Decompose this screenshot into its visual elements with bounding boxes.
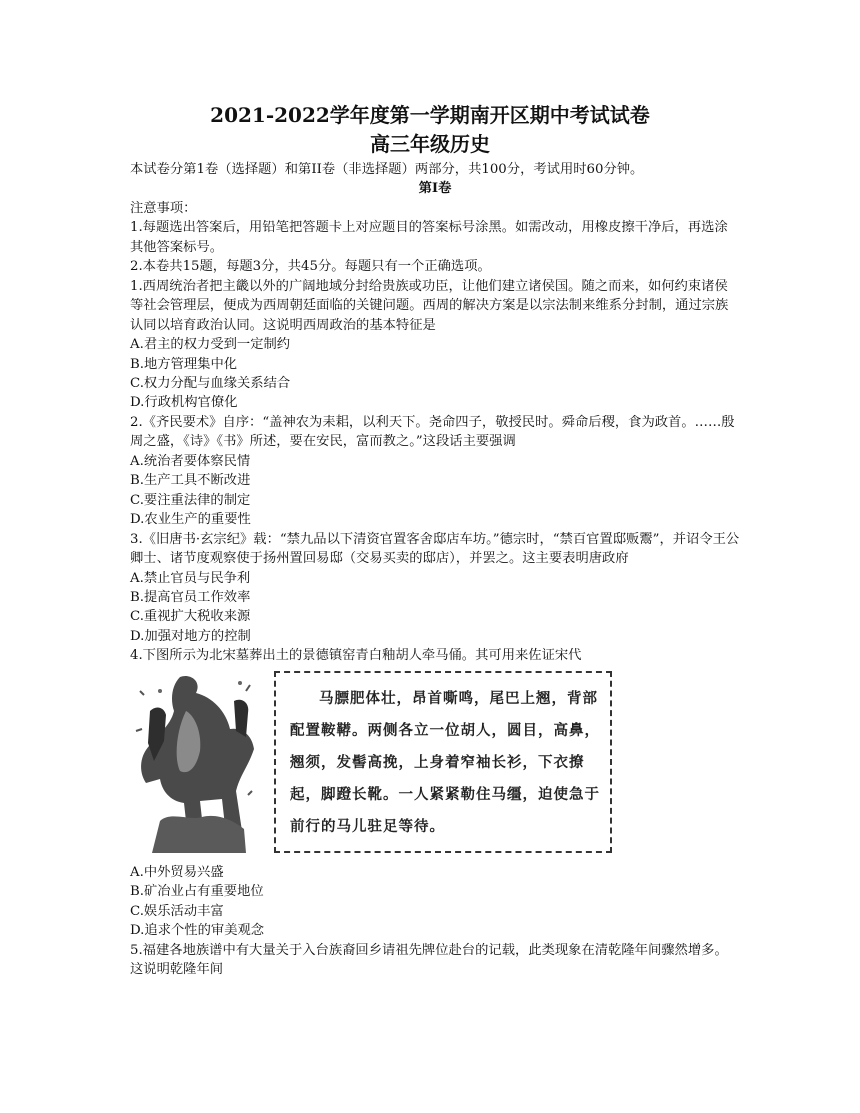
question-stem: 4.下图所示为北宋墓葬出土的景德镇窑青白釉胡人牵马俑。其可用来佐证宋代 bbox=[130, 648, 582, 664]
exam-subtitle: 高三年级历史 bbox=[370, 132, 490, 156]
option-b: B.生产工具不断改进 bbox=[130, 473, 251, 489]
notice-item: 1.每题选出答案后，用铅笔把答题卡上对应题目的答案标号涂黑。如需改动，用橡皮擦干净后，再选涂其他答案标号。 bbox=[130, 220, 728, 255]
option-c: C.权力分配与血缘关系结合 bbox=[130, 375, 291, 391]
horse-figurine-image bbox=[130, 671, 262, 857]
option-b: B.矿冶业占有重要地位 bbox=[130, 884, 264, 900]
question-stem: 1.西周统治者把主畿以外的广阔地域分封给贵族或功臣，让他们建立诸侯国。随之而来，如何约束诸侯等社会管理层，便成为西周朝廷面临的关键问题。西周的解决方案是以宗法制来维系分封制，通过宗族认同以培育政治认同。这说明西周政治的基本特征是 bbox=[130, 278, 729, 333]
question-stem: 5.福建各地族谱中有大量关于入台族裔回乡请祖先牌位赴台的记载，此类现象在清乾隆年间骤然增多。这说明乾隆年间 bbox=[130, 942, 728, 978]
intro-text: 本试卷分第1卷（选择题）和第II卷（非选择题）两部分，共100分，考试用时60分钟。 bbox=[130, 162, 644, 177]
option-a: A.统治者要体察民情 bbox=[130, 453, 251, 469]
question-stem: 2.《齐民要术》自序：“盖神农为耒耜，以利天下。尧命四子，敬授民时。舜命后稷，食为政首。……殷周之盛，《诗》《书》所述，要在安民，富而教之。”这段话主要强调 bbox=[130, 414, 735, 450]
option-d: D.追求个性的审美观念 bbox=[130, 923, 265, 939]
exam-body bbox=[130, 160, 740, 980]
notice-item: 2.本卷共15题，每题3分，共45分。每题只有一个正确选项。 bbox=[130, 259, 491, 275]
option-c: C.娱乐活动丰富 bbox=[130, 903, 224, 919]
section-heading: 第I卷 bbox=[418, 181, 452, 197]
option-d: D.行政机构官僚化 bbox=[130, 395, 238, 411]
figure-caption-box: 马膘肥体壮，昂首嘶鸣，尾巴上翘，背部配置鞍鞯。两侧各立一位胡人，圆目，高鼻，翘须，发髻高挽，上身着窄袖长衫，下衣撩起，脚蹬长靴。一人紧紧勒住马缰，迫使急于前行的马儿驻足等待。 bbox=[274, 671, 612, 853]
question-figure bbox=[130, 669, 740, 861]
option-a: A.君主的权力受到一定制约 bbox=[130, 337, 291, 353]
exam-title: 2021-2022学年度第一学期南开区期中考试试卷 bbox=[210, 103, 650, 127]
question-stem: 3.《旧唐书·玄宗纪》载：“禁九品以下清资官置客舍邸店车坊。”德宗时，“禁百官置邸贩鬻”，并诏令王公卿士、诸节度观察使于扬州置回易邸（交易买卖的邸店），并罢之。这主要表明唐政府 bbox=[130, 531, 740, 567]
option-d: D.农业生产的重要性 bbox=[130, 512, 251, 528]
option-a: A.禁止官员与民争利 bbox=[130, 570, 251, 586]
option-a: A.中外贸易兴盛 bbox=[130, 864, 224, 880]
option-c: C.要注重法律的制定 bbox=[130, 492, 251, 508]
option-b: B.地方管理集中化 bbox=[130, 356, 238, 372]
notice-title: 注意事项： bbox=[130, 200, 197, 216]
option-b: B.提高官员工作效率 bbox=[130, 589, 251, 605]
option-c: C.重视扩大税收来源 bbox=[130, 609, 251, 625]
option-d: D.加强对地方的控制 bbox=[130, 628, 251, 644]
